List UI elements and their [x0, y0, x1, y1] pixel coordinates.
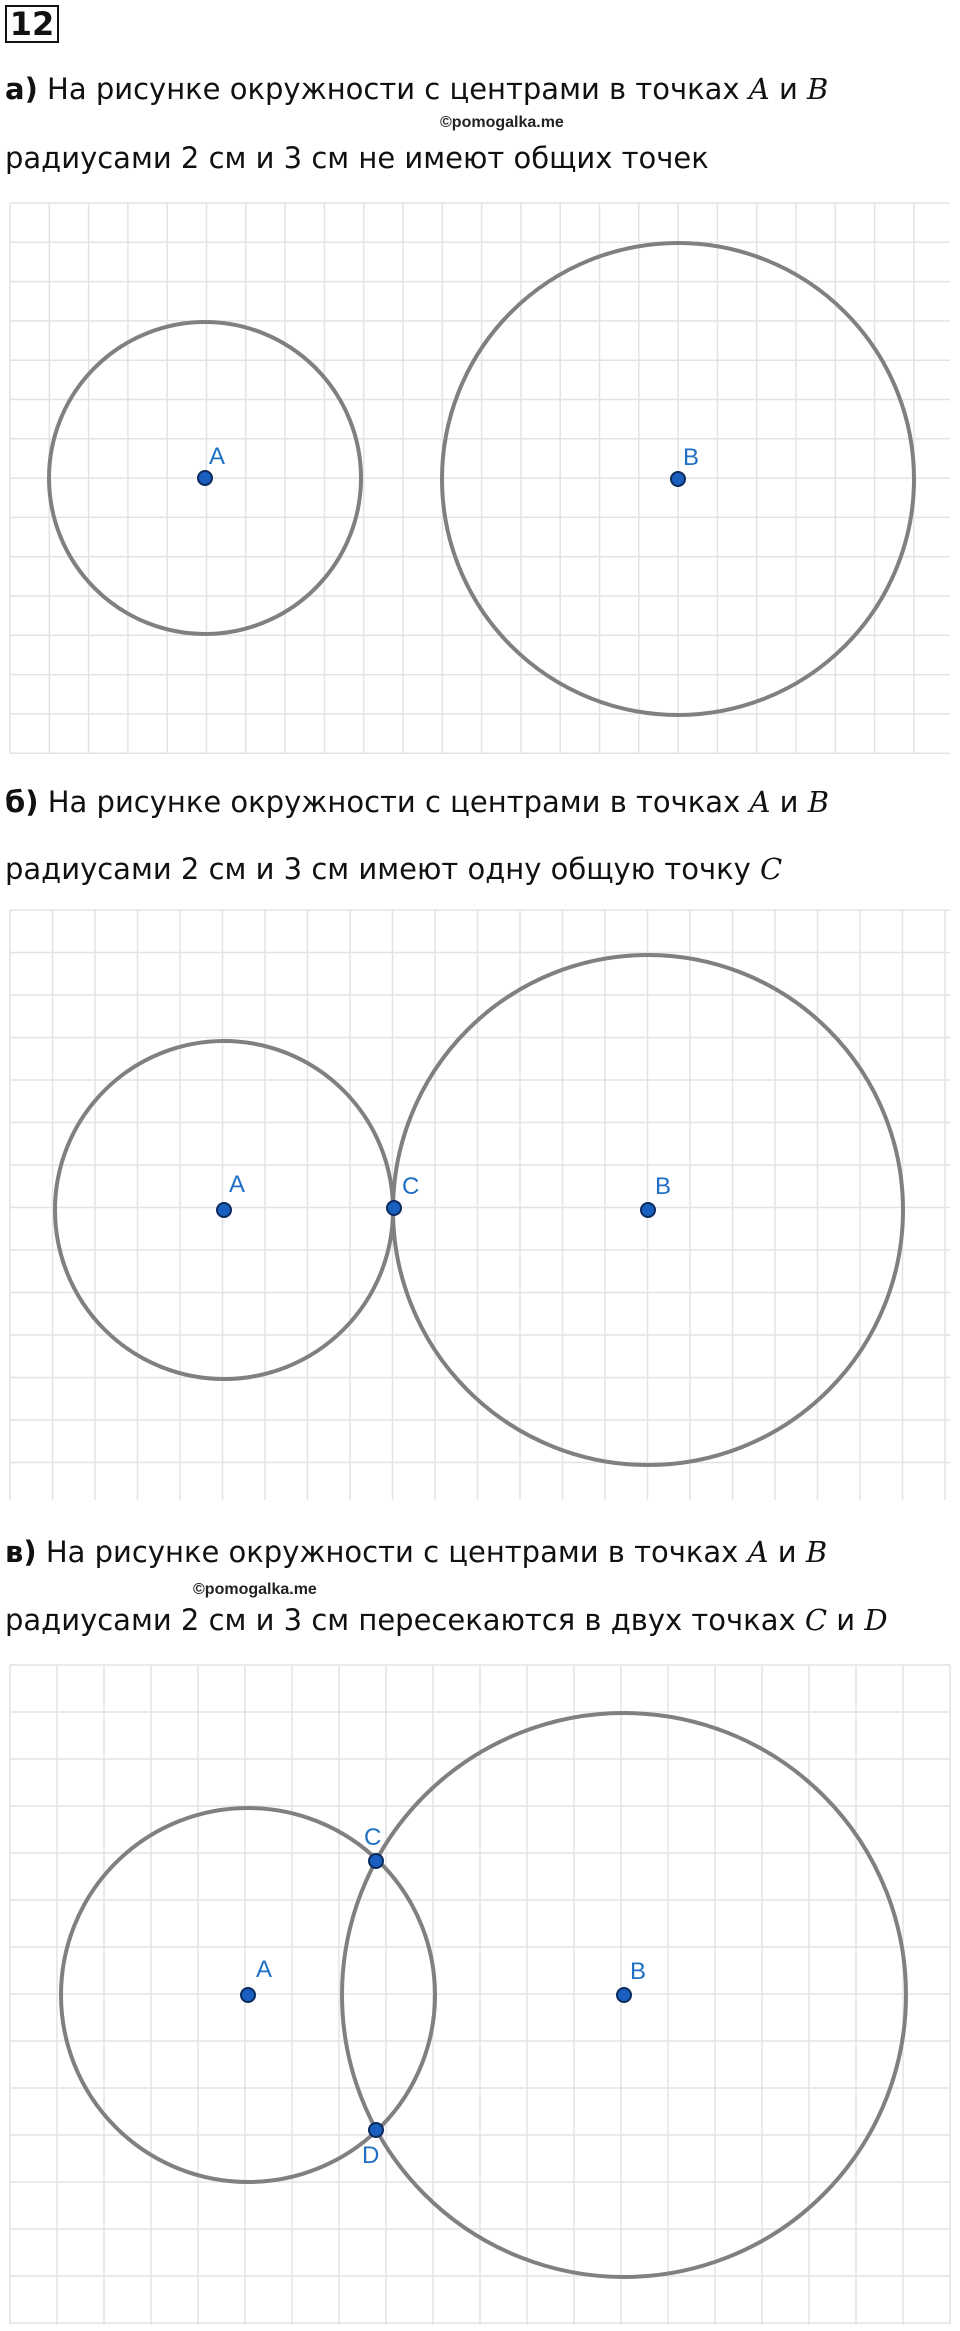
figure-a: [0, 200, 960, 760]
label-c-C: C: [364, 1824, 382, 1851]
label-c-A: A: [256, 1956, 273, 1983]
point-c-B: [617, 1988, 631, 2002]
point-a-A: [198, 471, 212, 485]
label-b-C: C: [402, 1173, 420, 1200]
point-b-C: [387, 1201, 401, 1215]
label-a-B: B: [683, 444, 700, 471]
label-b-B: B: [655, 1173, 672, 1200]
label-a-A: A: [209, 443, 226, 470]
point-c-C: [369, 1854, 383, 1868]
figure-b: [0, 905, 960, 1505]
part-b-marker: б): [5, 785, 39, 819]
point-b-B: [641, 1203, 655, 1217]
part-a-marker: а): [5, 72, 38, 106]
problem-number: 12: [5, 5, 59, 43]
label-c-D: D: [362, 2142, 380, 2169]
point-a-B: [671, 472, 685, 486]
part-c-marker: в): [5, 1535, 37, 1569]
part-a-line1: а) На рисунке окружности с центрами в точках A и B: [5, 72, 829, 106]
part-b-line2: радиусами 2 см и 3 см имеют одну общую точку C: [5, 852, 783, 886]
watermark-2: ©pomogalka.me: [193, 1581, 317, 1598]
part-c-line1: в) На рисунке окружности с центрами в точках A и B: [5, 1535, 828, 1569]
watermark: ©pomogalka.me: [440, 114, 564, 131]
grid-b: [10, 910, 950, 1500]
label-b-A: A: [229, 1171, 246, 1198]
point-c-A: [241, 1988, 255, 2002]
point-b-A: [217, 1203, 231, 1217]
grid-a: [10, 203, 950, 753]
part-a-line2: радиусами 2 см и 3 см не имеют общих точек: [5, 141, 709, 175]
grid-c: [10, 1665, 950, 2325]
label-c-B: B: [630, 1958, 647, 1985]
part-c-line2: радиусами 2 см и 3 см пересекаются в двух точках C и D: [5, 1603, 888, 1637]
figure-c: [0, 1660, 960, 2330]
point-c-D: [369, 2123, 383, 2137]
part-b-line1: б) На рисунке окружности с центрами в точках A и B: [5, 785, 830, 819]
